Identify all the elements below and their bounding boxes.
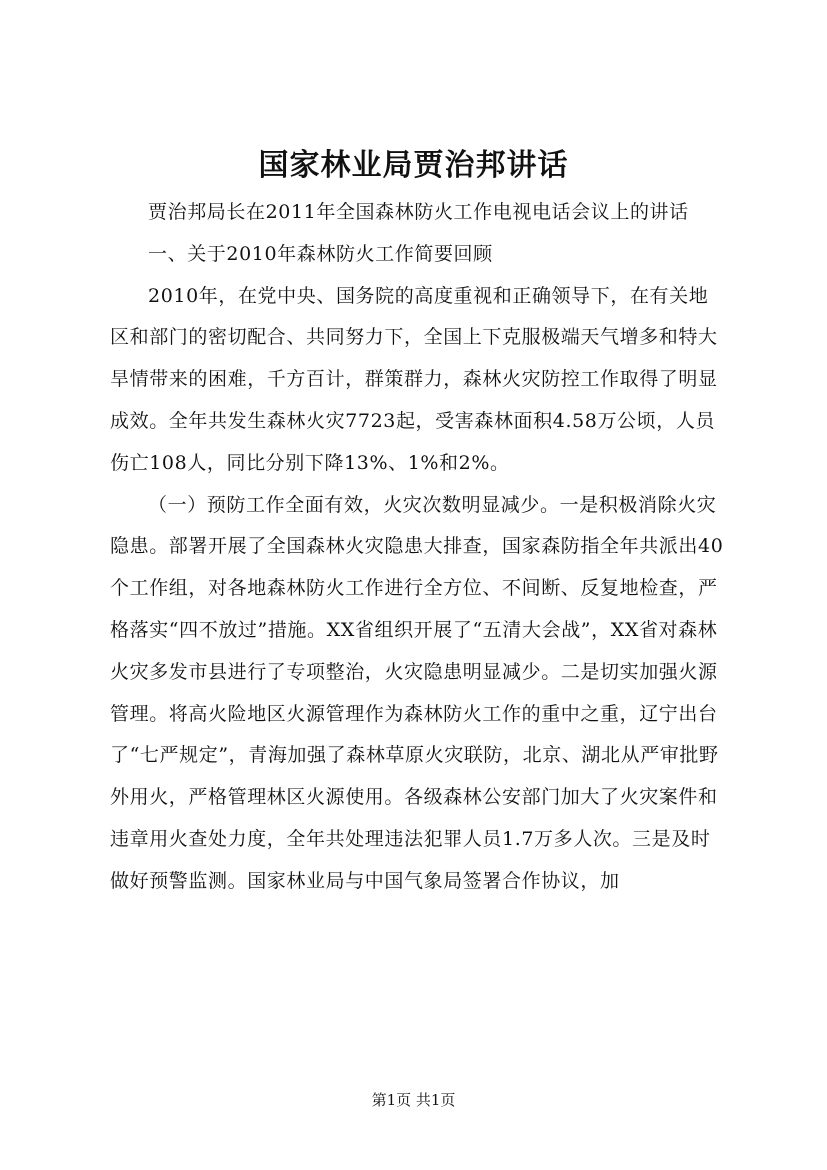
body-paragraph: 2010年，在党中央、国务院的高度重视和正确领导下，在有关地区和部门的密切配合、共同努力下，全国上下克服极端天气增多和特大旱情带来的困难，千方百计，群策群力，森林火灾防控工作取得了明显成效。全年共发生森林火灾7723起，受害森林面积4.58万公顷，人员伤亡108人，同比分别下降13%、1%和2%。 xyxy=(110,284,718,474)
body-paragraph: （一）预防工作全面有效，火灾次数明显减少。一是积极消除火灾隐患。部署开展了全国森林火灾隐患大排查，国家森防指全年共派出40个工作组，对各地森林防火工作进行全方位、不间断、反复地检查，严格落实“四不放过”措施。XX省组织开展了“五清大会战”，XX省对森林火灾多发市县进行了专项整治，火灾隐患明显减少。二是切实加强火源管理。将高火险地区火源管理作为森林防火工作的重中之重，辽宁出台了“七严规定”，青海加强了森林草原火灾联防，北京、湖北从严审批野外用火，严格管理林区火源使用。各级森林公安部门加大了火灾案件和违章用火查处力度，全年共处理违法犯罪人员1.7万多人次。三是及时做好预警监测。国家林业局与中国气象局签署合作协议，加 xyxy=(110,493,724,892)
page-footer: 第1页 共1页 xyxy=(371,1091,456,1109)
subtitle-paragraph: 贾治邦局长在2011年全国森林防火工作电视电话会议上的讲话 xyxy=(148,201,689,223)
section-heading: 一、关于2010年森林防火工作简要回顾 xyxy=(148,242,493,265)
document-body xyxy=(110,192,726,903)
document-title: 国家林业局贾治邦讲话 xyxy=(258,148,569,183)
